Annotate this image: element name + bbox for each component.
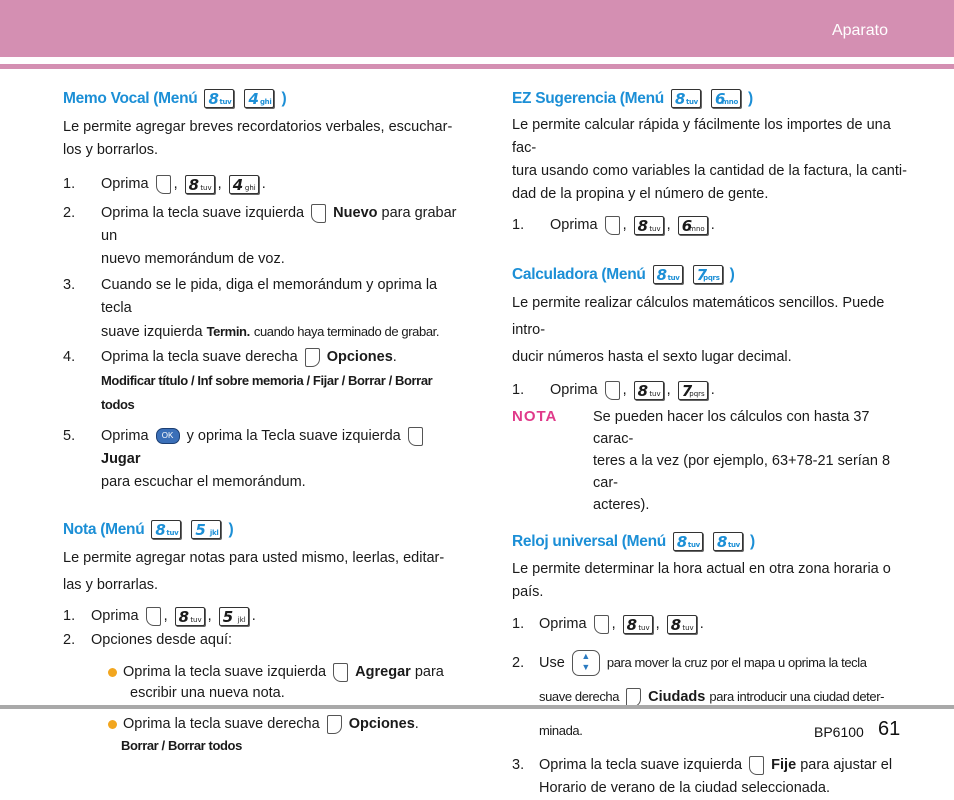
step-text: Oprima la tecla suave izquierda xyxy=(539,757,743,773)
desc-line: dad de la propina y el número de gente. xyxy=(512,186,769,202)
key-8-icon xyxy=(185,175,215,194)
left-soft-key-icon xyxy=(408,427,423,446)
key-digit: 8 xyxy=(670,615,682,634)
step-text: Oprima la tecla suave izquierda xyxy=(101,205,305,221)
key-8-icon xyxy=(151,520,181,539)
left-soft-key-icon xyxy=(156,175,171,194)
key-letters: mno xyxy=(689,224,705,233)
right-soft-key-icon xyxy=(626,688,641,707)
key-letters: tuv xyxy=(727,541,740,550)
period: . xyxy=(392,349,397,365)
step-text: Opciones desde aquí: xyxy=(91,632,233,648)
calculadora-description xyxy=(512,290,912,371)
key-4-icon xyxy=(244,89,274,108)
key-8-icon xyxy=(623,615,653,634)
key-6-icon xyxy=(711,89,741,108)
comma: , xyxy=(666,217,671,233)
heading-close: ) xyxy=(729,266,735,283)
memo-step-5 xyxy=(63,425,463,494)
reloj-heading xyxy=(512,530,912,553)
navigation-key-icon: ▲ ▼ xyxy=(572,650,600,676)
key-letters: tuv xyxy=(638,623,650,632)
heading-close: ) xyxy=(228,521,234,538)
left-soft-key-icon xyxy=(594,615,609,634)
key-letters: pqrs xyxy=(689,389,705,398)
left-soft-key-icon xyxy=(605,381,620,400)
step-text: Oprima xyxy=(101,176,149,192)
note-label: NOTA xyxy=(512,408,558,425)
desc-line: Le permite agregar notas para usted mismo, leerlas, editar- xyxy=(63,550,445,566)
step-text: Oprima xyxy=(550,382,598,398)
comma: , xyxy=(207,608,212,624)
heading-text: Reloj universal (Menú xyxy=(512,533,666,550)
step-text: nuevo memorándum de voz. xyxy=(101,251,285,267)
key-letters: tuv xyxy=(687,541,700,550)
key-digit: 7 xyxy=(696,266,707,285)
key-letters: tuv xyxy=(649,389,661,398)
period: . xyxy=(414,716,419,732)
step-text: para mover la cruz por el mapa u oprima la tecla xyxy=(606,655,867,670)
step-text: suave izquierda xyxy=(101,324,203,340)
step-text: Oprima xyxy=(91,608,139,624)
comma: , xyxy=(622,382,627,398)
key-5-icon xyxy=(191,520,221,539)
key-letters: tuv xyxy=(685,98,698,107)
softkey-label: Jugar xyxy=(101,451,141,467)
desc-line: Le permite determinar la hora actual en otra zona horaria o país. xyxy=(512,561,891,600)
key-8-icon xyxy=(634,216,664,235)
memo-vocal-heading xyxy=(63,87,463,110)
key-7-icon xyxy=(678,381,708,400)
step-text: cuando haya terminado de grabar. xyxy=(253,324,440,339)
memo-step-3 xyxy=(63,274,463,344)
left-soft-key-icon xyxy=(333,663,348,682)
key-8-icon xyxy=(634,381,664,400)
ok-key-icon: OK xyxy=(156,428,180,444)
step-number: 4. xyxy=(63,349,76,365)
key-5-icon xyxy=(219,607,249,626)
key-digit: 7 xyxy=(681,381,693,400)
calculadora-step-1 xyxy=(512,379,912,402)
calculadora-heading xyxy=(512,263,912,286)
period: . xyxy=(251,608,256,624)
comma: , xyxy=(655,616,660,632)
key-digit: 6 xyxy=(714,90,726,109)
key-8-icon xyxy=(673,532,703,551)
note-line: teres a la vez (por ejemplo, 63+78-21 serían 8 car- xyxy=(593,453,891,491)
key-letters: tuv xyxy=(667,274,680,283)
comma: , xyxy=(217,176,222,192)
desc-line: Le permite agregar breves recordatorios verbales, escuchar- xyxy=(63,119,453,135)
left-soft-key-icon xyxy=(605,216,620,235)
section-title: Aparato xyxy=(831,22,888,39)
note-line: Se pueden hacer los cálculos con hasta 37 carac- xyxy=(593,409,870,447)
memo-step-4 xyxy=(63,346,463,417)
comma: , xyxy=(622,217,627,233)
nota-heading xyxy=(63,518,463,541)
bullet-text: Oprima la tecla suave izquierda xyxy=(123,664,327,680)
bullet-text: Oprima la tecla suave derecha xyxy=(123,716,320,732)
page-number: 61 xyxy=(878,718,901,740)
step-number: 3. xyxy=(512,757,525,773)
key-digit: 8 xyxy=(188,175,200,194)
key-letters: mno xyxy=(721,98,738,107)
key-letters: tuv xyxy=(682,623,694,632)
key-letters: jkl xyxy=(237,615,246,624)
key-digit: 4 xyxy=(248,90,259,109)
key-8-icon xyxy=(175,607,205,626)
desc-line: Le permite realizar cálculos matemáticos sencillos. Puede intro- xyxy=(512,295,885,338)
right-column xyxy=(512,87,912,800)
right-soft-key-icon xyxy=(305,348,320,367)
comma: , xyxy=(163,608,168,624)
comma: , xyxy=(611,616,616,632)
period: . xyxy=(710,382,715,398)
key-digit: 6 xyxy=(681,216,693,235)
step-number: 1. xyxy=(63,608,76,624)
key-digit: 8 xyxy=(155,521,166,540)
heading-close: ) xyxy=(747,90,753,107)
softkey-label: Opciones xyxy=(326,349,393,365)
nota-description xyxy=(63,545,463,599)
step-text: Oprima xyxy=(550,217,598,233)
ez-description xyxy=(512,114,912,206)
left-soft-key-icon xyxy=(749,756,764,775)
softkey-label: Termin. xyxy=(206,324,250,339)
key-digit: 5 xyxy=(222,607,234,626)
softkey-label: Fije xyxy=(771,757,797,773)
key-letters: tuv xyxy=(219,98,232,107)
bullet-icon xyxy=(108,720,117,729)
step-text: para ajustar el xyxy=(800,757,893,773)
desc-line: las y borrarlas. xyxy=(63,577,159,593)
period: . xyxy=(710,217,715,233)
left-soft-key-icon xyxy=(146,607,161,626)
key-digit: 8 xyxy=(656,266,667,285)
key-digit: 8 xyxy=(637,216,649,235)
key-digit: 8 xyxy=(716,533,728,552)
key-letters: ghi xyxy=(259,98,272,107)
key-digit: 8 xyxy=(626,615,638,634)
nota-step-1 xyxy=(63,605,463,628)
nota-bullet-2 xyxy=(108,714,463,757)
reloj-description xyxy=(512,558,912,604)
step-text: minada. xyxy=(539,723,583,738)
step-number: 2. xyxy=(512,655,525,671)
bullet-text: escribir una nueva nota. xyxy=(130,685,285,701)
nota-bullet-1 xyxy=(108,662,463,704)
step-text: Use xyxy=(539,655,565,671)
left-column xyxy=(63,87,463,757)
key-7-icon xyxy=(693,265,723,284)
key-4-icon xyxy=(229,175,259,194)
key-digit: 8 xyxy=(637,381,649,400)
desc-line: tura usando como variables la cantidad de la factura, la canti- xyxy=(512,163,907,179)
note-line: acteres). xyxy=(593,497,650,513)
key-digit: 5 xyxy=(195,521,206,540)
key-letters: pqrs xyxy=(703,274,720,283)
ez-step-1 xyxy=(512,214,912,237)
heading-text: Nota (Menú xyxy=(63,521,145,538)
memo-step-1 xyxy=(63,173,463,196)
step-text: para grabar un xyxy=(101,205,457,244)
comma: , xyxy=(666,382,671,398)
key-letters: tuv xyxy=(649,224,661,233)
bullet-text: para xyxy=(414,664,444,680)
key-letters: tuv xyxy=(190,615,202,624)
ez-heading xyxy=(512,87,912,110)
softkey-label: Nuevo xyxy=(333,205,378,221)
right-soft-key-icon xyxy=(327,715,342,734)
softkey-label: Ciudads xyxy=(648,689,706,705)
header-divider xyxy=(0,64,954,69)
heading-text: EZ Sugerencia (Menú xyxy=(512,90,664,107)
header-band xyxy=(0,0,954,57)
key-digit: 8 xyxy=(674,90,686,109)
step-number: 5. xyxy=(63,428,76,444)
step-text: Oprima la tecla suave derecha xyxy=(101,349,298,365)
key-letters: tuv xyxy=(200,183,212,192)
heading-text: Memo Vocal (Menú xyxy=(63,90,198,107)
period: . xyxy=(261,176,266,192)
period: . xyxy=(699,616,704,632)
key-digit: 8 xyxy=(676,533,688,552)
step-number: 2. xyxy=(63,632,76,648)
heading-close: ) xyxy=(749,533,755,550)
step-text: para escuchar el memorándum. xyxy=(101,474,306,490)
key-letters: tuv xyxy=(166,529,179,538)
nota-step-2 xyxy=(63,629,463,652)
heading-close: ) xyxy=(281,90,287,107)
step-text: Horario de verano de la ciudad seleccionada. xyxy=(539,780,830,796)
memo-step-2 xyxy=(63,202,463,271)
step-number: 2. xyxy=(63,205,76,221)
reloj-step-1 xyxy=(512,613,912,636)
key-8-icon xyxy=(653,265,683,284)
memo-description xyxy=(63,116,463,162)
step-text: Cuando se le pida, diga el memorándum y oprima la tecla xyxy=(101,277,438,316)
key-8-icon xyxy=(667,615,697,634)
step-number: 1. xyxy=(512,217,525,233)
key-digit: 8 xyxy=(178,607,190,626)
step-text: Oprima xyxy=(539,616,587,632)
key-8-icon xyxy=(713,532,743,551)
options-list: Borrar / Borrar todos xyxy=(121,738,242,753)
comma: , xyxy=(173,176,178,192)
step-text: para introducir una ciudad deter- xyxy=(709,689,885,704)
step-text: Oprima xyxy=(101,428,149,444)
key-letters: ghi xyxy=(244,183,256,192)
softkey-label: Agregar xyxy=(355,664,411,680)
softkey-label: Opciones xyxy=(348,716,415,732)
step-text: suave derecha xyxy=(539,689,620,704)
key-8-icon xyxy=(671,89,701,108)
desc-line: ducir números hasta el sexto lugar decimal. xyxy=(512,349,792,365)
model-name: BP6100 xyxy=(814,724,864,740)
step-number: 1. xyxy=(512,382,525,398)
key-digit: 4 xyxy=(232,175,244,194)
desc-line: Le permite calcular rápida y fácilmente los importes de una fac- xyxy=(512,117,891,156)
desc-line: los y borrarlos. xyxy=(63,142,159,158)
reloj-step-3 xyxy=(512,754,912,800)
key-8-icon xyxy=(204,89,234,108)
heading-text: Calculadora (Menú xyxy=(512,266,646,283)
step-number: 3. xyxy=(63,277,76,293)
step-number: 1. xyxy=(63,176,76,192)
step-text: y oprima la Tecla suave izquierda xyxy=(186,428,401,444)
left-soft-key-icon xyxy=(311,204,326,223)
key-6-icon xyxy=(678,216,708,235)
key-digit: 8 xyxy=(208,90,219,109)
options-list: Modificar título / Inf sobre memoria / Fijar / Borrar / Borrar todos xyxy=(101,373,433,412)
key-letters: jkl xyxy=(209,529,219,538)
bullet-icon xyxy=(108,668,117,677)
footer-divider xyxy=(0,705,954,709)
step-number: 1. xyxy=(512,616,525,632)
calculadora-note xyxy=(512,406,912,516)
